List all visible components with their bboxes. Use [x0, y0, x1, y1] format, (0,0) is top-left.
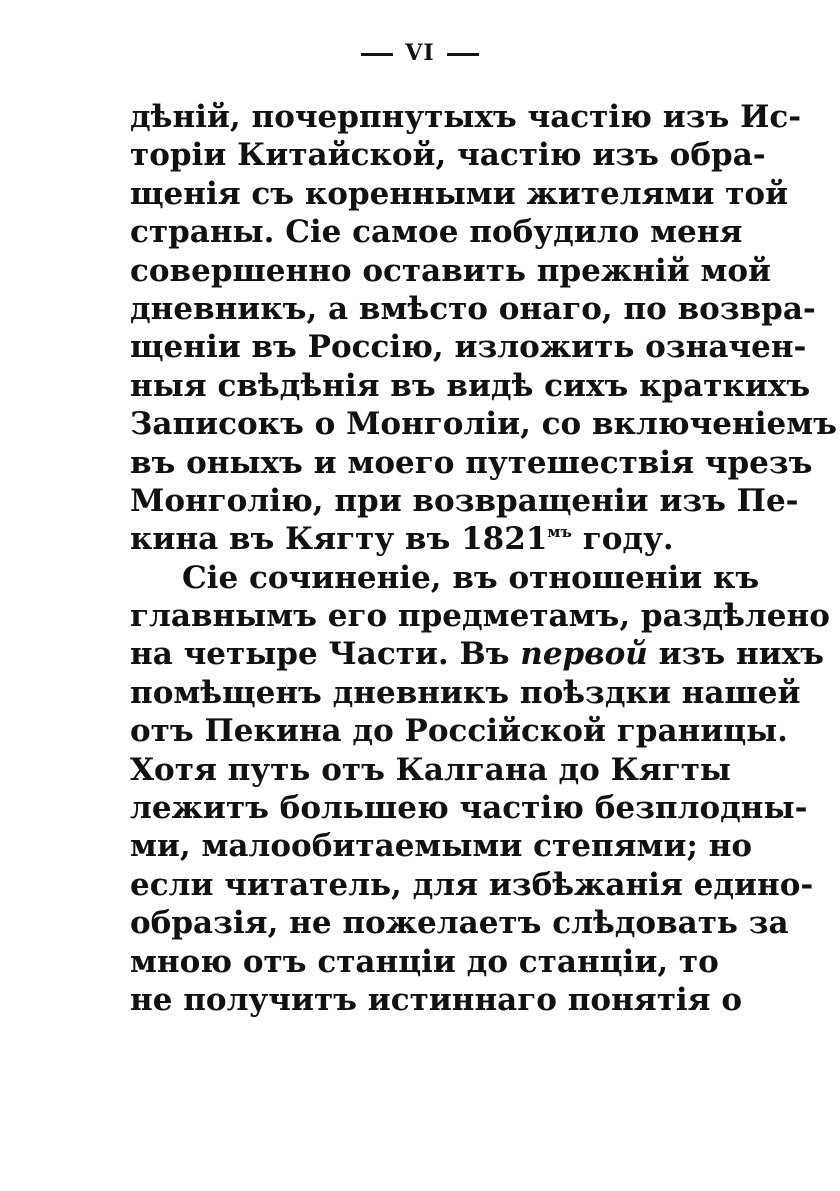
text-line-italic	[130, 635, 824, 673]
text-line: Монголію, при возвращеніи изъ Пе-	[130, 482, 799, 519]
text-line: ми, малообитаемыми степями; но	[130, 828, 753, 865]
page-number-text: VI	[405, 40, 435, 66]
line-head: на четыре Части. Въ	[130, 636, 510, 673]
text-line: отъ Пекина до Россійской границы.	[130, 713, 788, 750]
text-line: совершенно оставить прежній мой	[130, 252, 772, 289]
text-line: не получитъ истиннаго понятія о	[130, 981, 743, 1018]
text-line: въ оныхъ и моего путешествія чрезъ	[130, 444, 813, 481]
text-line: щеніи въ Россію, изложить означен-	[130, 329, 807, 366]
text-line: ныя свѣдѣнія въ видѣ сихъ краткихъ	[130, 367, 811, 404]
italic-word: первой	[520, 636, 648, 673]
text-line: помѣщенъ дневникъ поѣздки нашей	[130, 674, 801, 711]
text-line: если читатель, для избѣжанія едино-	[130, 866, 814, 903]
text-line-year	[130, 520, 708, 558]
text-line-paragraph-start: Сіе сочиненіе, въ отношеніи къ	[182, 559, 760, 596]
left-dash	[361, 53, 393, 56]
right-dash	[447, 53, 479, 56]
text-line: Записокъ о Монголіи, со включеніемъ	[130, 406, 837, 443]
year-text: кина въ Кягту въ 1821	[130, 521, 548, 558]
year-tail: году.	[582, 521, 674, 558]
year-superscript: мъ	[547, 523, 572, 542]
page-number	[0, 40, 840, 66]
text-line: образія, не пожелаетъ слѣдовать за	[130, 905, 789, 942]
text-line: лежитъ большею частію безплодны-	[130, 790, 808, 827]
line-tail: изъ нихъ	[658, 636, 824, 673]
text-line: дѣній, почерпнутыхъ частію изъ Ис-	[130, 99, 802, 135]
text-line: страны. Сіе самое побудило меня	[130, 214, 743, 251]
text-line: торіи Китайской, частію изъ обра-	[130, 137, 766, 174]
text-line: щенія съ коренными жителями той	[130, 175, 789, 212]
body-text	[130, 98, 837, 1019]
text-line: главнымъ его предметамъ, раздѣлено	[130, 598, 830, 635]
text-line: Хотя путь отъ Калгана до Кягты	[130, 751, 731, 788]
text-line: мною отъ станціи до станціи, то	[130, 943, 719, 980]
text-line: дневникъ, а вмѣсто онаго, по возвра-	[130, 290, 816, 327]
